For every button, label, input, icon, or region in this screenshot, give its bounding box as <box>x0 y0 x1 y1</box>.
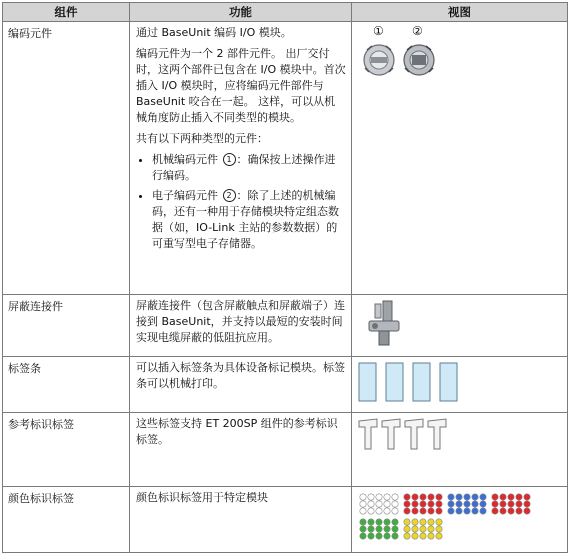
header-function: 功能 <box>130 3 352 22</box>
shield-connector-icon <box>361 299 411 347</box>
color-dot <box>360 501 366 507</box>
color-dot <box>516 494 522 500</box>
color-dot <box>456 508 462 514</box>
color-dot <box>404 494 410 500</box>
function-text: 屏蔽连接件（包含屏蔽触点和屏蔽端子）连接到 BaseUnit，并支持以最短的安装时间实现电缆屏蔽的低阻抗应用。 <box>130 295 352 357</box>
mechanical-coding-element-icon <box>364 45 394 75</box>
color-dot <box>420 519 426 525</box>
color-dot <box>500 494 506 500</box>
table-row <box>3 22 568 295</box>
color-dot <box>492 501 498 507</box>
header-component: 组件 <box>3 3 130 22</box>
table-row <box>3 357 568 413</box>
color-dot <box>436 526 442 532</box>
function-text: 颜色标识标签用于特定模块 <box>130 487 352 553</box>
view-cell <box>352 22 568 295</box>
color-dot <box>360 519 366 525</box>
color-dot <box>404 501 410 507</box>
function-text: 共有以下两种类型的元件： <box>136 132 268 145</box>
color-dot <box>480 501 486 507</box>
table-row <box>3 413 568 487</box>
color-dot <box>384 494 390 500</box>
element-type-list <box>136 152 346 252</box>
color-dot <box>428 526 434 532</box>
color-dot <box>500 501 506 507</box>
color-dot <box>428 508 434 514</box>
color-dot <box>448 494 454 500</box>
color-dot <box>492 494 498 500</box>
function-text: 通过 BaseUnit 编码 I/O 模块。 <box>136 26 292 39</box>
color-dot <box>404 533 410 539</box>
function-text: 编码元件为一个 2 部件元件。 出厂交付时，这两个部件已包含在 I/O 模块中。首次插入 I/O 模块时，应将编码元件部件与 BaseUnit 咬合在一起。 这样，可以从机械角度防止插入不同类型的模块。 <box>136 47 346 124</box>
color-dot <box>412 508 418 514</box>
color-dot <box>516 508 522 514</box>
color-dot <box>412 526 418 532</box>
color-dot <box>436 501 442 507</box>
color-dot <box>384 533 390 539</box>
color-dot <box>420 526 426 532</box>
color-dot <box>404 519 410 525</box>
color-dot <box>508 508 514 514</box>
color-dot <box>412 533 418 539</box>
color-dot <box>376 519 382 525</box>
view-cell <box>352 357 568 413</box>
component-name: 参考标识标签 <box>3 413 130 487</box>
color-dot <box>464 494 470 500</box>
color-dot <box>368 508 374 514</box>
table-row <box>3 295 568 357</box>
color-dot <box>368 533 374 539</box>
table-row <box>3 487 568 553</box>
color-dot <box>368 501 374 507</box>
color-dot <box>384 501 390 507</box>
header-row <box>3 3 568 22</box>
color-dot <box>392 508 398 514</box>
color-dot <box>508 494 514 500</box>
color-dot <box>428 494 434 500</box>
color-dot <box>524 508 530 514</box>
color-dot <box>376 533 382 539</box>
color-dot <box>392 519 398 525</box>
color-dot <box>480 508 486 514</box>
color-dot <box>436 519 442 525</box>
color-dot <box>368 519 374 525</box>
component-table <box>2 2 568 553</box>
electronic-coding-element-icon <box>404 45 434 75</box>
color-dot <box>420 501 426 507</box>
color-dot <box>420 494 426 500</box>
color-dot <box>436 508 442 514</box>
view-cell <box>352 295 568 357</box>
component-name: 颜色标识标签 <box>3 487 130 553</box>
color-dot <box>464 501 470 507</box>
function-cell <box>130 22 352 295</box>
color-dot <box>376 508 382 514</box>
color-dot <box>384 526 390 532</box>
color-dot <box>420 533 426 539</box>
color-dot <box>404 526 410 532</box>
color-dot <box>420 508 426 514</box>
color-dot <box>464 508 470 514</box>
label-strips-icon <box>357 361 467 403</box>
header-view: 视图 <box>352 3 568 22</box>
reference-id-labels-icon <box>357 417 453 455</box>
color-dot <box>360 508 366 514</box>
color-dot <box>412 494 418 500</box>
color-dot <box>368 526 374 532</box>
marker-badge: 2 <box>223 189 236 202</box>
color-dot <box>448 508 454 514</box>
view-label-1: ① <box>373 24 384 38</box>
list-item: • 电子编码元件 2 ：除了上述的机械编码，还有一种用于存储模块特定组态数据（如，IO-Link 主站的参数数据）的可重写型电子存储器。 <box>152 188 346 252</box>
color-dot <box>392 533 398 539</box>
color-dot <box>360 533 366 539</box>
function-text: 可以插入标签条为具体设备标记模块。标签条可以机械打印。 <box>130 357 352 413</box>
view-cell <box>352 487 568 553</box>
coding-element-image <box>359 38 449 88</box>
marker-badge: 1 <box>223 153 236 166</box>
color-dot <box>412 519 418 525</box>
color-dot <box>384 508 390 514</box>
component-name: 屏蔽连接件 <box>3 295 130 357</box>
color-dot <box>384 519 390 525</box>
color-dot <box>456 494 462 500</box>
color-dot <box>376 494 382 500</box>
color-dot <box>392 494 398 500</box>
color-dot <box>412 501 418 507</box>
color-dot <box>428 519 434 525</box>
list-item: • 机械编码元件 1 ：确保按上述操作进行编码。 <box>152 152 346 184</box>
color-dot <box>508 501 514 507</box>
color-dot <box>524 494 530 500</box>
color-dot <box>376 526 382 532</box>
color-dot <box>456 501 462 507</box>
color-dot <box>436 494 442 500</box>
component-name: 标签条 <box>3 357 130 413</box>
color-dot <box>428 533 434 539</box>
color-dot <box>428 501 434 507</box>
color-dot <box>472 508 478 514</box>
color-dot <box>360 526 366 532</box>
color-dot <box>392 501 398 507</box>
color-dot <box>524 501 530 507</box>
color-dot <box>492 508 498 514</box>
color-dot <box>376 501 382 507</box>
color-dot <box>516 501 522 507</box>
color-dot <box>392 526 398 532</box>
view-label-2: ② <box>412 24 423 38</box>
function-text: 这些标签支持 ET 200SP 组件的参考标识标签。 <box>130 413 352 487</box>
color-dot <box>472 501 478 507</box>
view-cell <box>352 413 568 487</box>
color-dot <box>480 494 486 500</box>
color-id-labels-icon <box>357 491 553 543</box>
color-dot <box>472 494 478 500</box>
color-dot <box>448 501 454 507</box>
color-dot <box>500 508 506 514</box>
component-name: 编码元件 <box>3 22 130 295</box>
color-dot <box>436 533 442 539</box>
color-dot <box>404 508 410 514</box>
color-dot <box>360 494 366 500</box>
color-dot <box>368 494 374 500</box>
